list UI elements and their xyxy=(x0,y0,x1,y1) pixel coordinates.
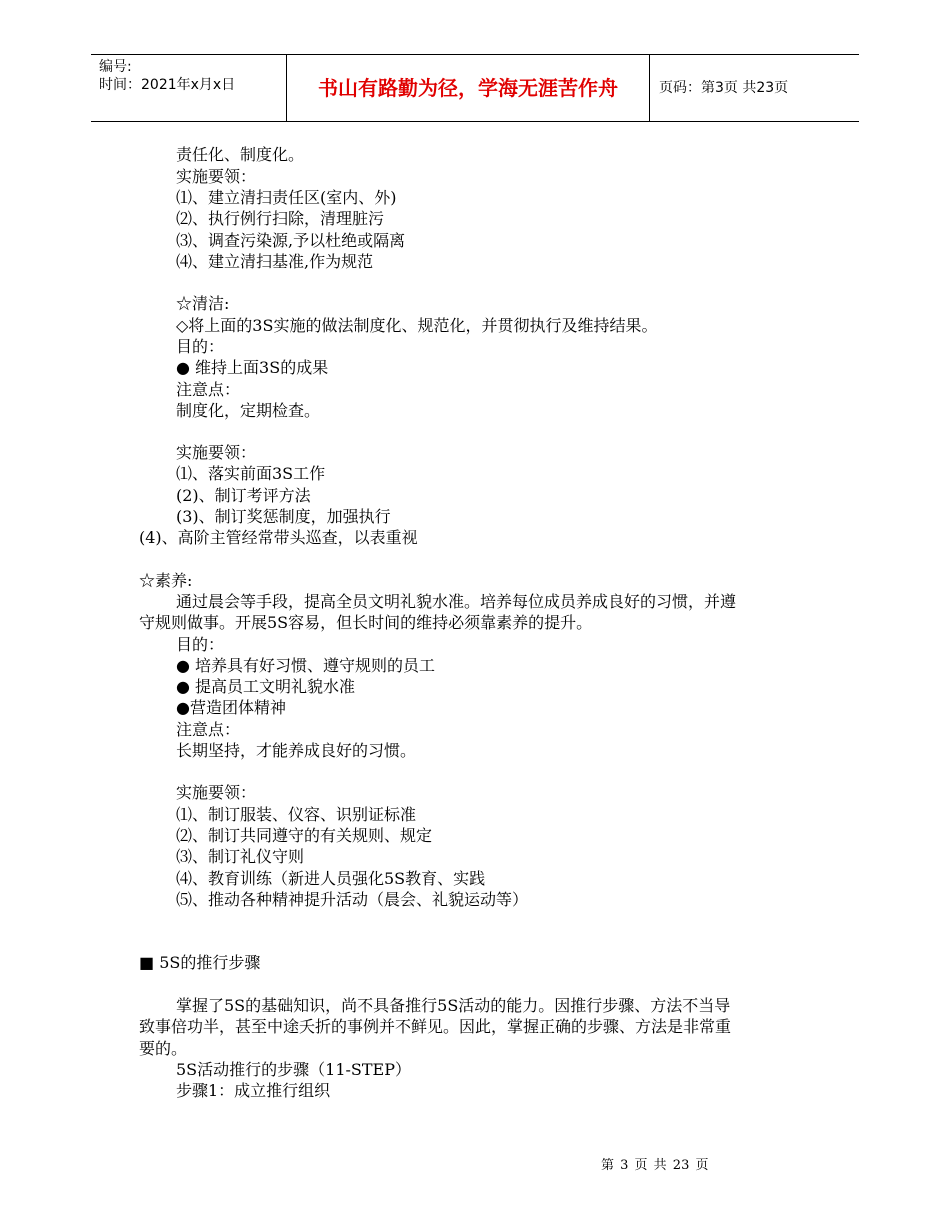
text-line: 实施要领： xyxy=(176,443,257,462)
text-line: (2)、制订考评方法 xyxy=(176,486,311,505)
text-line: ◇将上面的3S实施的做法制度化、规范化，并贯彻执行及维持结果。 xyxy=(176,316,658,335)
text-line: 实施要领： xyxy=(176,167,257,186)
header-motto: 书山有路勤为径，学海无涯苦作舟 xyxy=(318,76,618,100)
header-divider xyxy=(649,55,650,121)
text-line: 致事倍功半，甚至中途夭折的事例并不鲜见。因此，掌握正确的步骤、方法是非常重 xyxy=(139,1017,732,1036)
text-line: (3)、制订奖惩制度，加强执行 xyxy=(176,507,391,526)
text-line: 步骤1：成立推行组织 xyxy=(176,1081,331,1100)
header-page-info: 页码：第3页 共23页 xyxy=(659,80,789,96)
text-line: 5S活动推行的步骤（11-STEP） xyxy=(176,1060,411,1079)
text-line: 制度化，定期检查。 xyxy=(176,401,321,420)
text-line: ⑷、教育训练（新进人员强化5S教育、实践 xyxy=(176,869,486,888)
header-meta xyxy=(99,58,289,94)
text-line: 掌握了5S的基础知识，尚不具备推行5S活动的能力。因推行步骤、方法不当导 xyxy=(176,996,731,1015)
text-line: ⑶、制订礼仪守则 xyxy=(176,847,305,866)
text-line: ⑴、落实前面3S工作 xyxy=(176,464,326,483)
text-line: ⑶、调查污染源,予以杜绝或隔离 xyxy=(176,231,406,250)
text-line: 通过晨会等手段，提高全员文明礼貌水准。培养每位成员养成良好的习惯，并遵 xyxy=(176,592,737,611)
time-label: 时间：2021年x月x日 xyxy=(99,77,236,93)
bullet-item: ● 维持上面3S的成果 xyxy=(176,358,329,377)
text-line: 注意点： xyxy=(176,720,241,739)
text-line: 要的。 xyxy=(139,1039,188,1058)
text-line: ⑸、推动各种精神提升活动（晨会、礼貌运动等） xyxy=(176,890,529,909)
bullet-item: ● 提高员工文明礼貌水准 xyxy=(176,677,356,696)
text-line: ⑷、建立清扫基准,作为规范 xyxy=(176,252,374,271)
text-line: 长期坚持，才能养成良好的习惯。 xyxy=(176,741,417,760)
text-line: 实施要领： xyxy=(176,783,257,802)
text-line: 守规则做事。开展5S容易，但长时间的维持必须靠素养的提升。 xyxy=(139,613,593,632)
text-line: ⑴、制订服装、仪容、识别证标准 xyxy=(176,805,417,824)
section-heading: ☆素养: xyxy=(139,571,193,590)
section-heading: ☆清洁: xyxy=(176,294,230,313)
code-label: 编号: xyxy=(99,59,132,75)
bullet-item: ● 培养具有好习惯、遵守规则的员工 xyxy=(176,656,436,675)
text-line: 注意点： xyxy=(176,380,241,399)
page-header xyxy=(91,54,859,122)
text-line: ⑵、执行例行扫除，清理脏污 xyxy=(176,209,385,228)
text-line: ⑴、建立清扫责任区(室内、外) xyxy=(176,188,397,207)
page-footer: 第 3 页 共 23 页 xyxy=(601,1158,709,1173)
text-line: (4)、高阶主管经常带头巡查，以表重视 xyxy=(139,528,418,547)
section-heading: ■ 5S的推行步骤 xyxy=(139,953,261,972)
text-line: ⑵、制订共同遵守的有关规则、规定 xyxy=(176,826,433,845)
text-line: 责任化、制度化。 xyxy=(176,145,305,164)
text-line: 目的： xyxy=(176,337,225,356)
text-line: 目的： xyxy=(176,635,225,654)
bullet-item: ●营造团体精神 xyxy=(176,698,286,717)
